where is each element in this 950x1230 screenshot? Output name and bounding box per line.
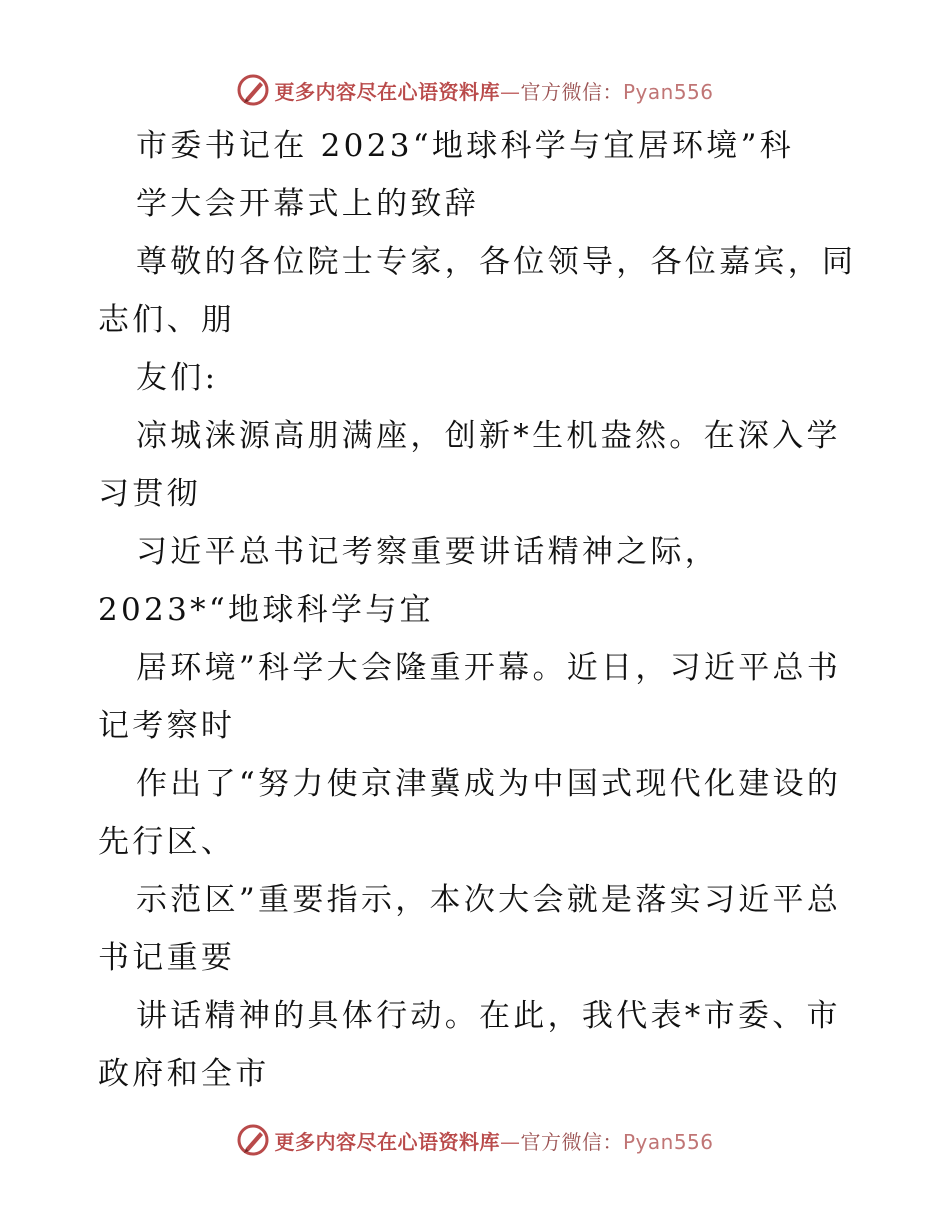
paragraph-line: 凉城涞源高朋满座，创新*生机盎然。在深入学: [136, 418, 841, 454]
paragraph-line: 居环境”科学大会隆重开幕。近日，习近平总书: [136, 650, 842, 686]
paragraph-line: 记考察时: [98, 708, 236, 744]
wechat-id: Pyan556: [622, 79, 714, 104]
paragraph-line: 先行区、: [98, 824, 236, 860]
footer-watermark-banner: [0, 1120, 950, 1160]
title-line-1: 市委书记在 2023“地球科学与宜居环境”科: [136, 128, 795, 164]
brand-text: 更多内容尽在心语资料库: [274, 79, 500, 104]
salutation-line-2: 志们、朋: [98, 302, 236, 338]
salutation-line-3: 友们:: [136, 360, 219, 396]
paragraph-line: 书记重要: [98, 940, 236, 976]
paragraph-line: 讲话精神的具体行动。在此，我代表*市委、市: [136, 998, 841, 1034]
brand-text: 更多内容尽在心语资料库: [274, 1129, 500, 1154]
salutation-line-1: 尊敬的各位院士专家，各位领导，各位嘉宾，同: [136, 244, 857, 280]
wechat-label: 官方微信：: [520, 79, 623, 104]
separator-dash: —: [499, 1129, 521, 1154]
separator-dash: —: [499, 79, 521, 104]
wechat-label: 官方微信：: [520, 1129, 623, 1154]
watermark-text: [274, 1126, 713, 1155]
paragraph-line: 习贯彻: [98, 476, 201, 512]
paragraph-line: 示范区”重要指示，本次大会就是落实习近平总: [136, 882, 842, 918]
watermark-text: [274, 76, 713, 105]
paragraph-line: 2023*“地球科学与宜: [98, 592, 434, 628]
title-line-2: 学大会开幕式上的致辞: [136, 186, 479, 222]
header-watermark-banner: [0, 70, 950, 110]
pen-logo-icon: [236, 73, 270, 107]
pen-logo-icon: [236, 1123, 270, 1157]
wechat-id: Pyan556: [622, 1129, 714, 1154]
paragraph-line: 作出了“努力使京津冀成为中国式现代化建设的: [136, 766, 842, 802]
paragraph-line: 习近平总书记考察重要讲话精神之际，: [136, 534, 720, 570]
paragraph-line: 政府和全市: [98, 1056, 270, 1092]
